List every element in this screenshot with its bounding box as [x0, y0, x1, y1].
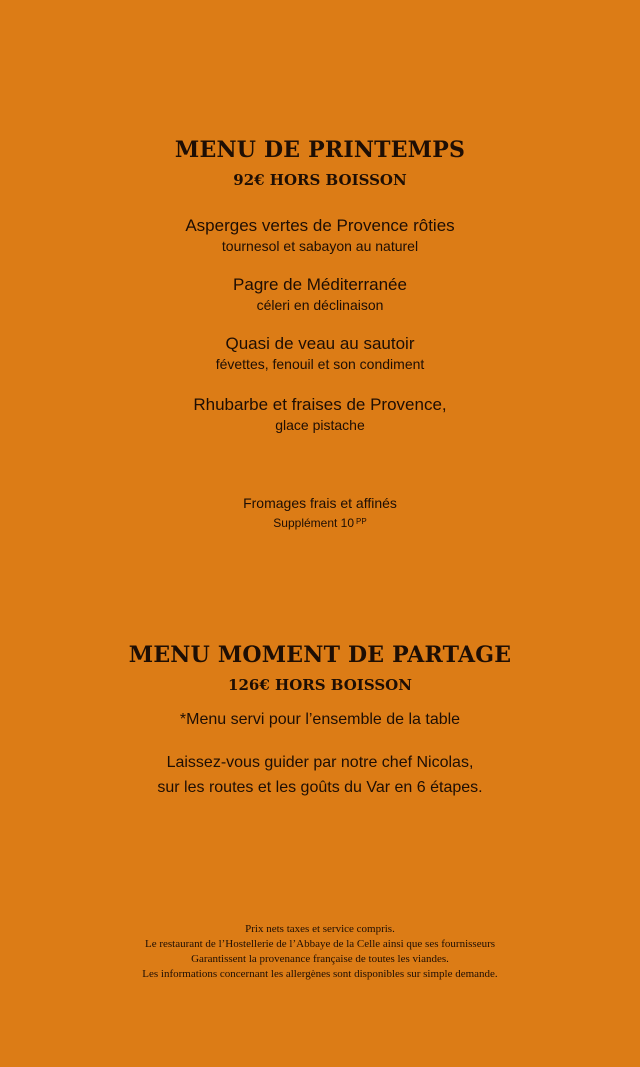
- dish-4-desc: glace pistache: [275, 417, 365, 433]
- menu-printemps-title: MENU DE PRINTEMPS: [174, 137, 466, 163]
- dish-3-desc: févettes, fenouil et son condiment: [215, 356, 425, 372]
- cheese-supplement-text: Supplément 10: [273, 516, 355, 530]
- cheese-supplement-unit: PP: [356, 517, 367, 526]
- cheese-name: Fromages frais et affinés: [243, 495, 397, 511]
- footer-line-3: Garantissent la provenance française de toutes les viandes.: [191, 953, 449, 965]
- dish-1-name: Asperges vertes de Provence rôties: [185, 216, 455, 235]
- dish-2-desc: céleri en déclinaison: [256, 297, 384, 313]
- menu-partage-note: *Menu servi pour l’ensemble de la table: [179, 711, 461, 728]
- menu-partage-price: 126€ HORS BOISSON: [228, 676, 412, 694]
- footer-legal: [0, 922, 640, 982]
- guide-line-1: Laissez-vous guider par notre chef Nicolas,: [166, 754, 474, 771]
- footer-line-4: Les informations concernant les allergènes sont disponibles sur simple demande.: [142, 968, 498, 980]
- menu-partage-title: MENU MOMENT DE PARTAGE: [128, 642, 512, 668]
- menu-partage-guide: [0, 750, 640, 800]
- cheese-supplement: [0, 516, 640, 530]
- menu-printemps-price: 92€ HORS BOISSON: [233, 171, 407, 189]
- guide-line-2: sur les routes et les goûts du Var en 6 étapes.: [157, 779, 483, 796]
- footer-line-2: Le restaurant de l’Hostellerie de l’Abbaye de la Celle ainsi que ses fournisseurs: [144, 938, 496, 950]
- dish-3-name: Quasi de veau au sautoir: [225, 334, 415, 353]
- footer-line-1: Prix nets taxes et service compris.: [245, 923, 395, 935]
- dish-2-name: Pagre de Méditerranée: [233, 275, 407, 294]
- dish-1-desc: tournesol et sabayon au naturel: [221, 238, 419, 254]
- dish-4-name: Rhubarbe et fraises de Provence,: [193, 395, 447, 414]
